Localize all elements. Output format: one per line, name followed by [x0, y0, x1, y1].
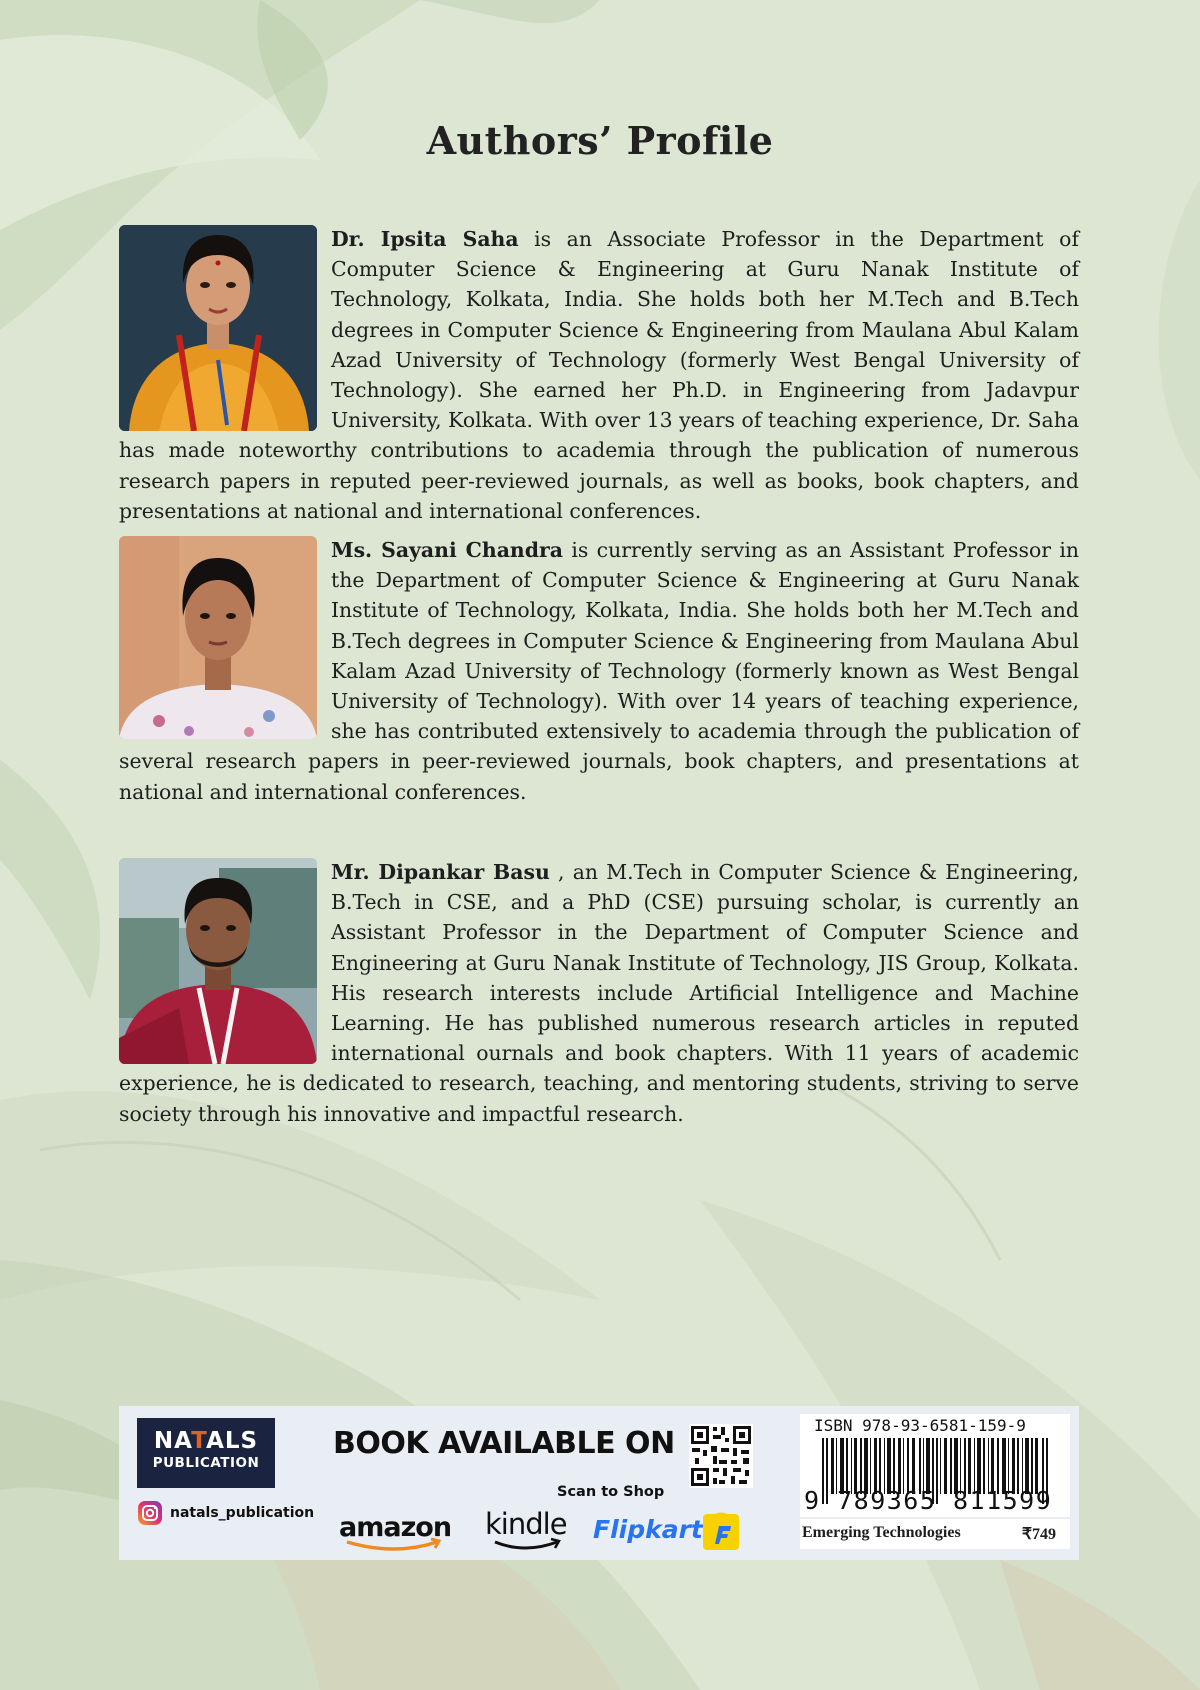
price: ₹749: [1021, 1526, 1056, 1543]
page-title: Authors’ Profile: [426, 118, 774, 163]
author-name-2: Ms. Sayani Chandra: [331, 538, 563, 562]
ean-number: 9 789365 811599: [804, 1486, 1053, 1515]
instagram-handle: natals_publication: [170, 1505, 315, 1521]
author-bio-3: [119, 857, 1079, 1129]
instagram-icon: [137, 1500, 163, 1526]
author-name-1: Dr. Ipsita Saha: [331, 227, 519, 251]
author-photo-3: [119, 858, 317, 1064]
author-description-3: , an M.Tech in Computer Science & Engineering, B.Tech in CSE, and a PhD (CSE) pursuing scholar, is currently an Assistant Professor in the Department of Computer Science and Engineering at Guru Nanak Institute of Technology, JIS Group, Kolkata. His research interests include Artificial Intelligence and Machine Learning. He has published numerous research articles in reputed international ournals and book chapters. With 11 years of academic experience, he is dedicated to research, teaching, and mentoring students, striving to serve society through his innovative and impactful research.: [119, 860, 1079, 1126]
publisher-logo: [137, 1418, 275, 1488]
svg-text:amazon: amazon: [339, 1512, 452, 1543]
scan-to-shop-label: Scan to Shop: [557, 1484, 665, 1500]
flipkart-logo-icon: [593, 1510, 743, 1554]
kindle-logo-icon: [485, 1506, 575, 1554]
footer-banner: [119, 1406, 1079, 1560]
author-bio-2: [119, 535, 1079, 807]
amazon-store-link[interactable]: [337, 1510, 453, 1558]
author-bio-1: [119, 224, 1079, 526]
author-description-2: is currently serving as an Assistant Professor in the Department of Computer Science & Engineering at Guru Nanak Institute of Technology, Kolkata, India. She holds both her M.Tech and B.Tech degrees in Computer Science & Engineering from Maulana Abul Kalam Azad University of Technology (formerly known as West Bengal University of Technology). With over 14 years of teaching experience, she has contributed extensively to academia through the publication of several research papers in peer-reviewed journals, book chapters, and presentations at national and international conferences.: [119, 538, 1079, 804]
author-photo-1: [119, 225, 317, 431]
author-description-1: is an Associate Professor in the Department of Computer Science & Engineering at Guru Nanak Institute of Technology, Kolkata, India. She holds both her M.Tech and B.Tech degrees in Computer Science & Engineering from Maulana Abul Kalam Azad University of Technology (formerly West Bengal University of Technology). She earned her Ph.D. in Engineering from Jadavpur University, Kolkata. With over 13 years of teaching experience, Dr. Saha has made noteworthy contributions to academia through the publication of numerous research papers in reputed peer-reviewed journals, as well as books, book chapters, and presentations at national and international conferences.: [119, 227, 1079, 523]
series-name: Emerging Technologies: [802, 1524, 961, 1541]
isbn-barcode: [800, 1414, 1070, 1517]
flipkart-store-link[interactable]: [593, 1510, 743, 1558]
author-name-3: Mr. Dipankar Basu: [331, 860, 550, 884]
kindle-store-link[interactable]: [485, 1506, 575, 1558]
available-heading: BOOK AVAILABLE ON: [333, 1426, 675, 1461]
logo-text-c: ALS: [206, 1428, 259, 1454]
qr-code-icon[interactable]: [689, 1424, 753, 1488]
isbn-label: ISBN 978-93-6581-159-9: [814, 1416, 1026, 1435]
svg-text:Flipkart: Flipkart: [593, 1515, 703, 1544]
svg-text:kindle: kindle: [485, 1507, 567, 1541]
author-photo-2: [119, 536, 317, 739]
logo-text-a: NA: [153, 1428, 192, 1454]
logo-subtitle: PUBLICATION: [152, 1455, 260, 1471]
instagram-link[interactable]: [137, 1500, 314, 1526]
series-price-bar: [800, 1519, 1070, 1549]
logo-text-accent: T: [191, 1428, 207, 1454]
amazon-logo-icon: [337, 1510, 453, 1554]
